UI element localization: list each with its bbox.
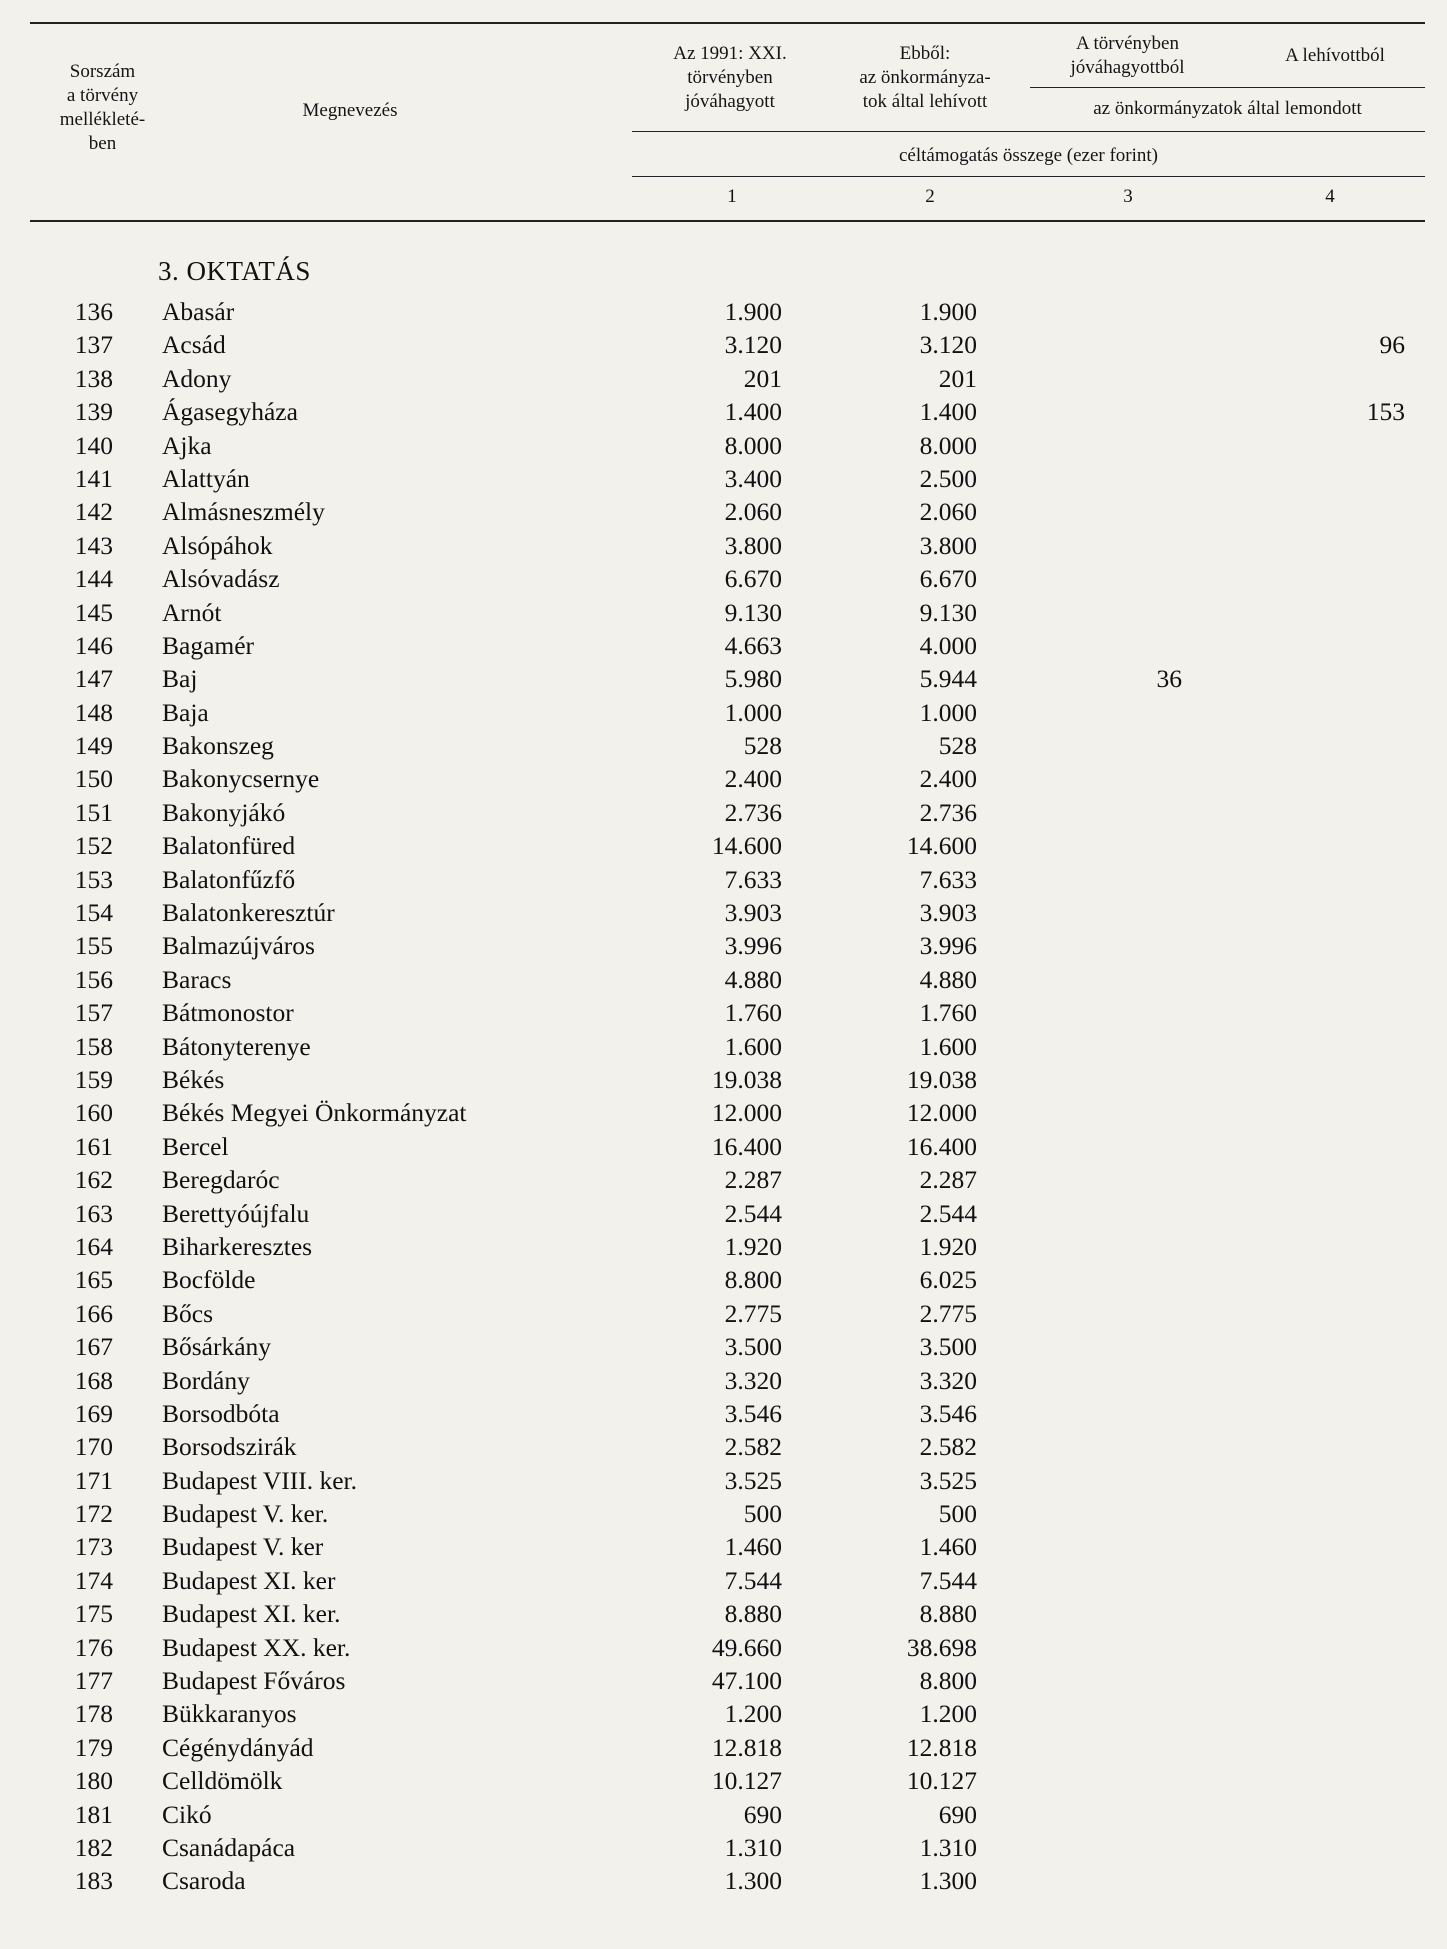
row-value-drawn: 7.633 [919, 864, 977, 894]
row-value-drawn: 3.500 [919, 1332, 977, 1362]
row-value-approved: 8.880 [724, 1599, 782, 1629]
row-value-drawn: 38.698 [906, 1632, 977, 1662]
row-value-drawn: 2.400 [919, 764, 977, 794]
row-name: Bercel [162, 1131, 229, 1161]
table-row [0, 564, 1447, 597]
table-row [0, 1532, 1447, 1565]
row-number: 153 [74, 864, 113, 894]
row-number: 164 [74, 1231, 113, 1261]
header-sorszam-line: a törvény [66, 85, 139, 106]
header-col2-line: az önkormányza- [859, 67, 991, 88]
table-row [0, 798, 1447, 831]
header-bottom-rule [30, 220, 1425, 222]
column-number-3: 3 [1123, 186, 1133, 207]
row-value-approved: 3.996 [724, 931, 782, 961]
table-row [0, 865, 1447, 898]
row-value-drawn: 1.300 [919, 1866, 977, 1896]
row-number: 145 [74, 597, 113, 627]
row-number: 182 [74, 1832, 113, 1862]
row-number: 172 [74, 1499, 113, 1529]
row-number: 161 [74, 1131, 113, 1161]
table-row [0, 698, 1447, 731]
row-value-approved: 2.544 [724, 1198, 782, 1228]
row-name: Balatonkeresztúr [162, 898, 335, 928]
row-value-drawn: 2.582 [919, 1432, 977, 1462]
row-value-approved: 3.500 [724, 1332, 782, 1362]
row-value-approved: 3.400 [724, 463, 782, 493]
table-row [0, 1132, 1447, 1165]
row-number: 183 [74, 1866, 113, 1896]
row-value-drawn: 528 [938, 731, 977, 761]
row-number: 159 [74, 1064, 113, 1094]
table-row [0, 330, 1447, 363]
table-row [0, 931, 1447, 964]
row-number: 163 [74, 1198, 113, 1228]
row-number: 148 [74, 697, 113, 727]
row-value-approved: 9.130 [724, 597, 782, 627]
row-value-drawn: 1.400 [919, 397, 977, 427]
row-value-approved: 2.400 [724, 764, 782, 794]
table-row [0, 1566, 1447, 1599]
row-value-drawn: 1.310 [919, 1832, 977, 1862]
row-name: Budapest VIII. ker. [162, 1465, 357, 1495]
row-number: 181 [74, 1799, 113, 1829]
table-row [0, 764, 1447, 797]
row-value-approved: 19.038 [711, 1064, 782, 1094]
header-col2-line: tok által lehívott [862, 91, 988, 112]
row-value-approved: 2.060 [724, 497, 782, 527]
header-col4: A lehívottból [1285, 45, 1385, 66]
row-number: 162 [74, 1165, 113, 1195]
row-name: Alsóvadász [162, 564, 280, 594]
row-number: 150 [74, 764, 113, 794]
column-number-4: 4 [1325, 186, 1335, 207]
row-name: Beregdaróc [162, 1165, 280, 1195]
row-value-approved: 3.120 [724, 330, 782, 360]
table-row [0, 431, 1447, 464]
row-number: 174 [74, 1565, 113, 1595]
row-number: 168 [74, 1365, 113, 1395]
row-number: 176 [74, 1632, 113, 1662]
row-value-drawn: 1.200 [919, 1699, 977, 1729]
row-number: 180 [74, 1766, 113, 1796]
header-sorszam-line: mellékleté- [59, 109, 146, 130]
row-value-approved: 10.127 [711, 1766, 782, 1796]
row-number: 157 [74, 998, 113, 1028]
row-number: 177 [74, 1666, 113, 1696]
row-value-waived-approved: 36 [1156, 664, 1182, 694]
row-value-approved: 2.582 [724, 1432, 782, 1462]
row-value-drawn: 2.736 [919, 797, 977, 827]
header-sorszam-line: Sorszám [69, 61, 136, 82]
row-value-drawn: 10.127 [906, 1766, 977, 1796]
row-value-approved: 3.800 [724, 530, 782, 560]
row-number: 152 [74, 831, 113, 861]
table-row [0, 1232, 1447, 1265]
row-value-waived-drawn: 153 [1366, 397, 1405, 427]
header-col1-line: jóváhagyott [685, 91, 775, 112]
row-name: Bükkaranyos [162, 1699, 297, 1729]
row-name: Celldömölk [162, 1766, 283, 1796]
header-col1-line: törvényben [687, 67, 773, 88]
row-number: 141 [74, 463, 113, 493]
row-value-drawn: 2.500 [919, 463, 977, 493]
header-span-celtamogatas: céltámogatás összege (ezer forint) [898, 145, 1158, 166]
table-row [0, 1766, 1447, 1799]
row-value-approved: 7.544 [724, 1565, 782, 1595]
header-sorszam-line: ben [88, 133, 117, 154]
table-row [0, 1432, 1447, 1465]
header-sorszam [20, 60, 185, 156]
row-name: Budapest Főváros [162, 1666, 346, 1696]
table-row [0, 1866, 1447, 1899]
row-number: 151 [74, 797, 113, 827]
row-value-approved: 1.760 [724, 998, 782, 1028]
row-value-approved: 3.525 [724, 1465, 782, 1495]
table-row [0, 631, 1447, 664]
row-name: Baja [162, 697, 209, 727]
row-name: Bocfölde [162, 1265, 256, 1295]
row-number: 170 [74, 1432, 113, 1462]
row-value-approved: 201 [743, 363, 782, 393]
row-value-drawn: 2.544 [919, 1198, 977, 1228]
row-name: Ajka [162, 430, 212, 460]
row-number: 154 [74, 898, 113, 928]
row-value-drawn: 6.025 [919, 1265, 977, 1295]
row-number: 166 [74, 1298, 113, 1328]
row-value-drawn: 201 [938, 363, 977, 393]
table-row [0, 297, 1447, 330]
row-value-drawn: 9.130 [919, 597, 977, 627]
row-value-drawn: 1.920 [919, 1231, 977, 1261]
row-name: Budapest XX. ker. [162, 1632, 351, 1662]
table-row [0, 1666, 1447, 1699]
row-name: Baj [162, 664, 198, 694]
header-col3-line: jóváhagyottból [1070, 57, 1185, 78]
table-row [0, 1499, 1447, 1532]
row-value-drawn: 8.800 [919, 1666, 977, 1696]
row-number: 169 [74, 1398, 113, 1428]
row-name: Békés Megyei Önkormányzat [162, 1098, 467, 1128]
row-value-approved: 1.920 [724, 1231, 782, 1261]
row-value-approved: 4.663 [724, 630, 782, 660]
row-name: Budapest XI. ker [162, 1565, 336, 1595]
table-row [0, 364, 1447, 397]
row-name: Budapest V. ker [162, 1532, 324, 1562]
column-number-2: 2 [925, 186, 935, 207]
table-row [0, 1165, 1447, 1198]
table-row [0, 1332, 1447, 1365]
row-value-approved: 528 [743, 731, 782, 761]
row-value-approved: 8.000 [724, 430, 782, 460]
row-value-approved: 14.600 [711, 831, 782, 861]
row-value-approved: 12.000 [711, 1098, 782, 1128]
table-row [0, 965, 1447, 998]
row-name: Borsodbóta [162, 1398, 280, 1428]
row-value-approved: 2.736 [724, 797, 782, 827]
row-value-drawn: 2.775 [919, 1298, 977, 1328]
row-number: 138 [74, 363, 113, 393]
row-name: Budapest V. ker. [162, 1499, 329, 1529]
row-value-drawn: 690 [938, 1799, 977, 1829]
table-row [0, 1265, 1447, 1298]
row-number: 165 [74, 1265, 113, 1295]
row-name: Balatonfüred [162, 831, 296, 861]
table-row [0, 464, 1447, 497]
row-value-approved: 7.633 [724, 864, 782, 894]
row-value-approved: 3.320 [724, 1365, 782, 1395]
row-value-drawn: 3.546 [919, 1398, 977, 1428]
row-name: Budapest XI. ker. [162, 1599, 341, 1629]
row-name: Arnót [162, 597, 222, 627]
header-rule-colnums [632, 176, 1425, 177]
row-value-approved: 3.546 [724, 1398, 782, 1428]
table-row [0, 831, 1447, 864]
row-number: 158 [74, 1031, 113, 1061]
row-name: Csaroda [162, 1866, 246, 1896]
row-value-approved: 1.310 [724, 1832, 782, 1862]
table-row [0, 1098, 1447, 1131]
table-row [0, 1633, 1447, 1666]
row-name: Alattyán [162, 463, 250, 493]
row-value-drawn: 14.600 [906, 831, 977, 861]
row-value-drawn: 3.903 [919, 898, 977, 928]
row-number: 143 [74, 530, 113, 560]
row-value-drawn: 1.900 [919, 297, 977, 326]
row-value-drawn: 3.800 [919, 530, 977, 560]
header-col2-line: Ebből: [899, 43, 951, 64]
row-value-drawn: 2.060 [919, 497, 977, 527]
row-value-approved: 16.400 [711, 1131, 782, 1161]
row-number: 156 [74, 964, 113, 994]
table-row [0, 1800, 1447, 1833]
row-value-approved: 1.200 [724, 1699, 782, 1729]
row-value-drawn: 1.000 [919, 697, 977, 727]
row-name: Cégénydányád [162, 1732, 314, 1762]
row-name: Bátonyterenye [162, 1031, 311, 1061]
row-value-drawn: 4.000 [919, 630, 977, 660]
table-row [0, 531, 1447, 564]
row-value-approved: 6.670 [724, 564, 782, 594]
row-value-approved: 1.600 [724, 1031, 782, 1061]
row-value-approved: 8.800 [724, 1265, 782, 1295]
table-row [0, 1065, 1447, 1098]
row-value-drawn: 5.944 [919, 664, 977, 694]
table-row [0, 1733, 1447, 1766]
row-number: 167 [74, 1332, 113, 1362]
table-row [0, 497, 1447, 530]
table-row [0, 1199, 1447, 1232]
row-value-drawn: 1.460 [919, 1532, 977, 1562]
row-number: 178 [74, 1699, 113, 1729]
row-value-drawn: 3.120 [919, 330, 977, 360]
row-number: 140 [74, 430, 113, 460]
table-row [0, 1399, 1447, 1432]
row-value-approved: 1.300 [724, 1866, 782, 1896]
table-top-rule [30, 22, 1425, 24]
row-number: 136 [74, 297, 113, 326]
row-value-drawn: 2.287 [919, 1165, 977, 1195]
row-value-drawn: 7.544 [919, 1565, 977, 1595]
table-row [0, 1366, 1447, 1399]
row-value-drawn: 19.038 [906, 1064, 977, 1094]
row-value-drawn: 12.000 [906, 1098, 977, 1128]
row-name: Adony [162, 363, 232, 393]
header-col3-line: A törvényben [1076, 33, 1179, 54]
header-rule-cols1234 [632, 131, 1425, 132]
row-number: 173 [74, 1532, 113, 1562]
row-value-approved: 49.660 [711, 1632, 782, 1662]
section-title: 3. OKTATÁS [158, 256, 311, 286]
row-value-drawn: 1.760 [919, 998, 977, 1028]
row-value-approved: 500 [743, 1499, 782, 1529]
header-col1-line: Az 1991: XXI. [673, 43, 787, 64]
table-row [0, 1599, 1447, 1632]
row-name: Békés [162, 1064, 225, 1094]
row-value-approved: 12.818 [711, 1732, 782, 1762]
row-name: Bagamér [162, 630, 255, 660]
row-value-approved: 3.903 [724, 898, 782, 928]
header-col2 [830, 42, 1020, 114]
row-name: Bakonycsernye [162, 764, 320, 794]
row-value-drawn: 6.670 [919, 564, 977, 594]
row-value-drawn: 4.880 [919, 964, 977, 994]
header-rule-cols34 [1030, 87, 1425, 88]
row-name: Baracs [162, 964, 232, 994]
table-row [0, 598, 1447, 631]
row-value-drawn: 3.320 [919, 1365, 977, 1395]
row-name: Balmazújváros [162, 931, 315, 961]
header-col1 [640, 42, 820, 114]
row-number: 147 [74, 664, 113, 694]
row-name: Csanádapáca [162, 1832, 296, 1862]
table-row [0, 1833, 1447, 1866]
row-value-approved: 1.900 [724, 297, 782, 326]
row-number: 142 [74, 497, 113, 527]
row-name: Borsodszirák [162, 1432, 297, 1462]
row-name: Almásneszmély [162, 497, 325, 527]
table-row [0, 998, 1447, 1031]
table-row [0, 1299, 1447, 1332]
table-row [0, 898, 1447, 931]
row-value-approved: 1.000 [724, 697, 782, 727]
row-number: 144 [74, 564, 113, 594]
row-value-approved: 2.287 [724, 1165, 782, 1195]
row-value-approved: 2.775 [724, 1298, 782, 1328]
row-value-approved: 690 [743, 1799, 782, 1829]
row-name: Bátmonostor [162, 998, 294, 1028]
row-value-drawn: 500 [938, 1499, 977, 1529]
row-name: Biharkeresztes [162, 1231, 313, 1261]
row-name: Balatonfűzfő [162, 864, 296, 894]
row-name: Alsópáhok [162, 530, 273, 560]
table-row [0, 1032, 1447, 1065]
row-value-drawn: 8.000 [919, 430, 977, 460]
table-row [0, 1466, 1447, 1499]
row-name: Berettyóújfalu [162, 1198, 310, 1228]
row-value-approved: 1.400 [724, 397, 782, 427]
row-number: 139 [74, 397, 113, 427]
row-number: 146 [74, 630, 113, 660]
row-name: Bősárkány [162, 1332, 272, 1362]
header-span-lemondott: az önkormányzatok által lemondott [1093, 98, 1362, 119]
row-name: Bakonyjákó [162, 797, 286, 827]
row-value-drawn: 1.600 [919, 1031, 977, 1061]
table-row [0, 1699, 1447, 1732]
row-name: Acsád [162, 330, 226, 360]
row-name: Ágasegyháza [162, 397, 298, 427]
row-name: Bordány [162, 1365, 250, 1395]
header-col3 [1030, 32, 1225, 80]
table-row [0, 664, 1447, 697]
row-number: 160 [74, 1098, 113, 1128]
row-number: 137 [74, 330, 113, 360]
row-value-drawn: 3.525 [919, 1465, 977, 1495]
row-value-approved: 4.880 [724, 964, 782, 994]
row-number: 149 [74, 731, 113, 761]
table-body [0, 297, 1447, 1900]
row-value-drawn: 12.818 [906, 1732, 977, 1762]
row-name: Abasár [162, 297, 235, 326]
row-value-approved: 47.100 [711, 1666, 782, 1696]
row-number: 155 [74, 931, 113, 961]
table-row [0, 731, 1447, 764]
row-value-approved: 1.460 [724, 1532, 782, 1562]
column-number-1: 1 [727, 186, 737, 207]
row-name: Cikó [162, 1799, 212, 1829]
table-row [0, 397, 1447, 430]
row-number: 171 [74, 1465, 113, 1495]
row-name: Bakonszeg [162, 731, 274, 761]
row-value-drawn: 16.400 [906, 1131, 977, 1161]
row-number: 175 [74, 1599, 113, 1629]
row-value-waived-drawn: 96 [1379, 330, 1405, 360]
row-value-drawn: 8.880 [919, 1599, 977, 1629]
row-value-drawn: 3.996 [919, 931, 977, 961]
row-name: Bőcs [162, 1298, 213, 1328]
row-number: 179 [74, 1732, 113, 1762]
row-value-approved: 5.980 [724, 664, 782, 694]
header-megnevezes: Megnevezés [302, 100, 398, 121]
